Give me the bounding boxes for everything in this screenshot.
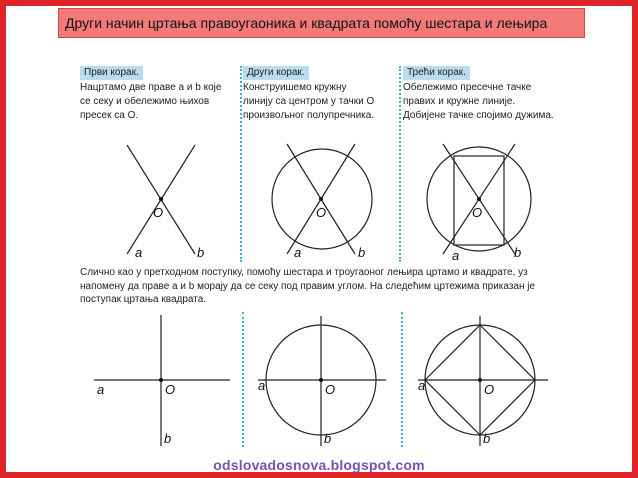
fig4-label-o: O [165,382,176,397]
fig2-label-o: O [316,205,327,220]
step-2-text: Конструишемо кружну линију са центром у тачки O произвољног полупречника. [243,82,375,121]
fig4-label-b: b [164,431,172,446]
step-1-header: Први корак. [80,66,143,80]
fig1-label-b: b [197,245,205,260]
fig1-label-o: O [153,205,164,220]
fig6-label-o: O [484,382,495,397]
step-1-text: Нацртамо две праве a и b које се секу и обележимо њихов пресек са O. [80,82,222,121]
step-3-text: Обележимо пресечне тачке правих и кружне линије. Добијене тачке спојимо дужима. [403,82,554,121]
fig2-label-b: b [358,245,366,260]
step-3-header: Трећи корак. [403,66,470,80]
fig3-label-a: a [452,248,460,263]
fig1-label-a: a [135,245,143,260]
middle-paragraph: Слично као у претходном поступку, помоћу шестара и троугаоног лењира цртамо и квадрате, уз напомену да праве a и b морају да се секу под правим углом. На следећим цртежима приказан је поступак цртања квадрата. [80,267,536,305]
fig5-label-o: O [325,382,336,397]
fig6-square-in-circle [418,316,548,446]
fig6-label-b: b [483,431,491,446]
fig5-label-a: a [258,378,266,393]
step-2-header: Други корак. [243,66,309,80]
fig3-label-b: b [514,245,522,260]
footer-link[interactable]: odslovadosnova.blogspot.com [213,457,425,473]
fig2-label-a: a [294,245,302,260]
page-title: Други начин цртања правоугаоника и квадрата помоћу шестара и лењира [58,8,585,38]
fig5-label-b: b [324,431,332,446]
fig4-label-a: a [97,382,105,397]
fig6-label-a: a [418,378,426,393]
fig3-label-o: O [472,205,483,220]
